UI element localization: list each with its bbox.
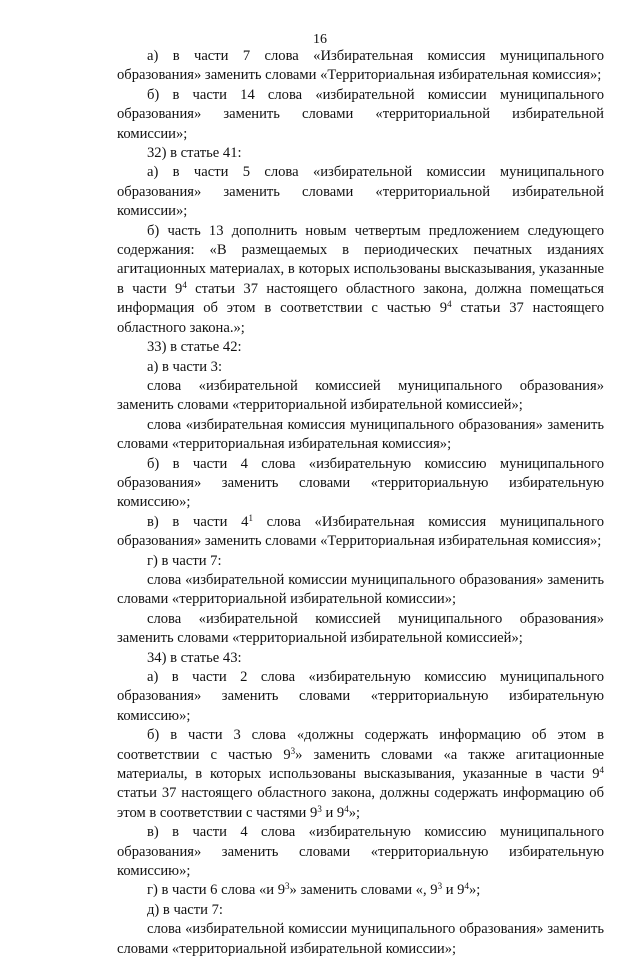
- paragraph-text: а) в части 3:: [147, 358, 223, 375]
- paragraph-text: в) в части 4 слова «избирательную комиссию муниципального образования» заменить словами «территориальную избирательную комиссию»;: [117, 824, 604, 880]
- paragraph-text: слова «избирательной комиссии муниципального образования» заменить словами «территориальной избирательной комиссии»;: [117, 921, 604, 957]
- paragraph-text: а) в части 5 слова «избирательной комиссии муниципального образования» заменить словами «территориальной избирательной комиссии»;: [117, 164, 604, 220]
- paragraph: [117, 47, 604, 86]
- superscript: 4: [464, 881, 469, 892]
- paragraph: [117, 649, 604, 668]
- paragraph: [117, 338, 604, 357]
- paragraph-text: а) в части 7 слова «Избирательная комиссия муниципального образования» заменить словами «Территориальная избирательная комиссия»;: [117, 48, 604, 84]
- paragraph-text: г) в части 6 слова «и 9: [147, 882, 286, 899]
- paragraph-text: » заменить словами «, 9: [289, 882, 438, 899]
- paragraph: [117, 222, 604, 338]
- paragraph-text: статьи 37 настоящего областного закона.»;: [117, 300, 604, 336]
- paragraph: [117, 610, 604, 649]
- paragraph: [117, 552, 604, 571]
- paragraph-text: слова «Избирательная комиссия муниципального образования» заменить словами «Территориальная избирательная комиссия»;: [117, 513, 604, 550]
- paragraph-text: статьи 37 настоящего областного закона, должна помещаться информация об этом в соответствии с частью 9: [117, 280, 605, 317]
- paragraph: [117, 881, 604, 900]
- superscript: 1: [248, 512, 253, 523]
- paragraph-text: д) в части 7:: [147, 901, 223, 918]
- superscript: 4: [447, 299, 452, 310]
- paragraph: [117, 358, 604, 377]
- paragraph: [117, 726, 604, 823]
- paragraph: [117, 455, 604, 513]
- paragraph-text: слова «избирательная комиссия муниципального образования» заменить словами «территориальная избирательная комиссия»;: [117, 416, 604, 453]
- document-body: [117, 47, 604, 959]
- superscript: 3: [290, 745, 296, 756]
- paragraph-text: »;: [468, 882, 481, 899]
- paragraph-text: 32) в статье 41:: [147, 145, 242, 162]
- paragraph-text: »;: [348, 804, 361, 821]
- paragraph-text: и 9: [442, 882, 465, 899]
- paragraph-text: б) в части 14 слова «избирательной комиссии муниципального образования» заменить словами «территориальной избирательной комиссии»;: [117, 86, 604, 142]
- paragraph-text: 33) в статье 42:: [147, 339, 242, 356]
- paragraph: [117, 901, 604, 920]
- paragraph: [117, 86, 604, 144]
- paragraph-text: б) в части 3 слова «должны содержать информацию об этом в соответствии с частью 9: [117, 727, 604, 763]
- paragraph-text: б) часть 13 дополнить новым четвертым предложением следующего содержания: «В размещаемых в периодических печатных изданиях агитационных материалах, в которых использованы высказывания, указанные в части 9: [117, 222, 604, 297]
- paragraph: [117, 377, 604, 416]
- paragraph-text: а) в части 2 слова «избирательную комиссию муниципального образования» заменить словами «территориальную избирательную комиссию»;: [117, 669, 604, 724]
- paragraph-text: слова «избирательной комиссии муниципального образования» заменить словами «территориальной избирательной комиссии»;: [117, 571, 604, 608]
- paragraph-text: 34) в статье 43:: [147, 649, 242, 666]
- superscript: 4: [344, 803, 349, 814]
- paragraph: [117, 571, 604, 610]
- superscript: 4: [599, 765, 604, 776]
- paragraph-text: б) в части 4 слова «избирательную комиссию муниципального образования» заменить словами «территориальную избирательную комиссию»;: [117, 455, 604, 511]
- paragraph: [117, 416, 604, 455]
- paragraph-text: и 9: [321, 804, 345, 821]
- paragraph: [117, 668, 604, 726]
- paragraph-text: » заменить словами «а также агитационные материалы, в которых использованы высказывания, указанные в части 9: [117, 746, 604, 783]
- paragraph-text: слова «избирательной комиссией муниципального образования» заменить словами «территориальной избирательной комиссией»;: [117, 610, 604, 647]
- paragraph: [117, 144, 604, 163]
- superscript: 4: [182, 279, 187, 290]
- paragraph: [117, 163, 604, 221]
- paragraph-text: г) в части 7:: [147, 552, 222, 569]
- paragraph-text: статьи 37 настоящего областного закона, должны содержать информацию об этом в соответствии с частями 9: [117, 785, 604, 821]
- superscript: 3: [437, 881, 443, 892]
- paragraph: [117, 823, 604, 881]
- superscript: 3: [317, 803, 322, 814]
- paragraph-text: в) в части 4: [147, 513, 249, 530]
- paragraph: [117, 513, 604, 552]
- superscript: 3: [285, 881, 290, 892]
- paragraph-text: слова «избирательной комиссией муниципального образования» заменить словами «территориальной избирательной комиссией»;: [117, 377, 604, 414]
- page-number: 16: [313, 32, 327, 47]
- paragraph: [117, 920, 604, 959]
